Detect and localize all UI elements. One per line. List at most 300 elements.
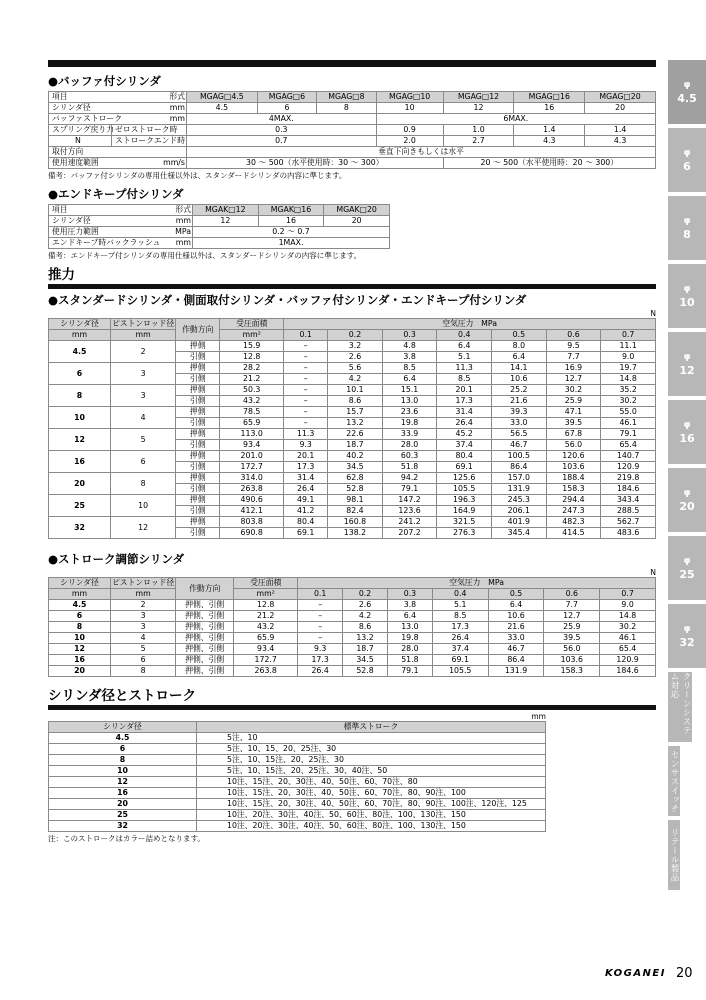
force-cell: 37.4 bbox=[437, 440, 492, 451]
table-row bbox=[49, 385, 656, 396]
bore-cell: 6 bbox=[49, 611, 111, 622]
force-cell: 51.8 bbox=[382, 462, 437, 473]
direction-cell: 引側 bbox=[176, 506, 220, 517]
force-cell: 7.7 bbox=[546, 352, 601, 363]
header-item: 項目 bbox=[52, 205, 68, 214]
row-label: シリンダ径 bbox=[52, 216, 91, 225]
bore-cell: 12 bbox=[49, 429, 111, 451]
header-stroke: 標準ストローク bbox=[197, 722, 546, 733]
force-cell: 17.3 bbox=[432, 622, 488, 633]
direction-cell: 押側 bbox=[176, 363, 220, 374]
bore-tab-10[interactable] bbox=[668, 264, 706, 332]
area-cell: 314.0 bbox=[220, 473, 284, 484]
force-cell: 39.5 bbox=[544, 633, 600, 644]
phi-symbol: φ bbox=[683, 420, 691, 430]
force-cell: 120.6 bbox=[546, 451, 601, 462]
force-cell: 69.1 bbox=[437, 462, 492, 473]
force-cell: 12.7 bbox=[546, 374, 601, 385]
rod-cell: 6 bbox=[111, 655, 176, 666]
force-cell: 46.7 bbox=[492, 440, 547, 451]
thrust-unit: N bbox=[650, 309, 656, 318]
stroke-cell: 5注、10、15注、20、25注、30 bbox=[197, 755, 546, 766]
force-cell: 103.6 bbox=[546, 462, 601, 473]
bore-tab-6[interactable] bbox=[668, 128, 706, 196]
force-cell: 23.6 bbox=[382, 407, 437, 418]
force-cell: – bbox=[284, 374, 328, 385]
force-cell: 3.8 bbox=[387, 600, 432, 611]
force-cell: 125.6 bbox=[437, 473, 492, 484]
rod-cell: 6 bbox=[111, 451, 176, 473]
buffer-note: 備考：バッファ付シリンダの専用仕様以外は、スタンダードシリンダの内容に準じます。 bbox=[48, 171, 347, 180]
phi-symbol: φ bbox=[683, 352, 691, 362]
force-cell: 2.6 bbox=[343, 600, 388, 611]
brand-logo: KOGANEI bbox=[605, 968, 666, 979]
force-cell: 103.6 bbox=[544, 655, 600, 666]
pressure-cell: 0.6 bbox=[546, 330, 601, 341]
force-cell: 5.1 bbox=[432, 600, 488, 611]
phi-symbol: φ bbox=[683, 284, 691, 294]
force-cell: 16.9 bbox=[546, 363, 601, 374]
area-cell: 65.9 bbox=[234, 633, 298, 644]
bore-tab-20[interactable] bbox=[668, 468, 706, 536]
force-cell: – bbox=[284, 363, 328, 374]
rod-cell: 8 bbox=[111, 666, 176, 677]
row-label: シリンダ径 bbox=[52, 103, 91, 112]
table-row bbox=[49, 744, 546, 755]
header-bore: シリンダ径 bbox=[49, 319, 111, 330]
force-cell: 14.8 bbox=[601, 374, 656, 385]
bore-cell: 20 bbox=[49, 799, 197, 810]
bore-cell: 16 bbox=[49, 788, 197, 799]
force-cell: 482.3 bbox=[546, 517, 601, 528]
force-cell: 26.4 bbox=[284, 484, 328, 495]
force-cell: 4.8 bbox=[382, 341, 437, 352]
rod-cell: 10 bbox=[111, 495, 176, 517]
area-cell: 490.6 bbox=[220, 495, 284, 506]
stroke-cell: 10注、15注、20、30注、40、50注、60、70注、80、90注、100 bbox=[197, 788, 546, 799]
bore-tab-label: 8 bbox=[683, 228, 691, 241]
bore-stroke-body bbox=[49, 733, 546, 832]
force-cell: 9.3 bbox=[284, 440, 328, 451]
header-rod: ピストンロッド径 bbox=[112, 319, 175, 328]
bore-tab-16[interactable] bbox=[668, 400, 706, 468]
bore-tab-25[interactable] bbox=[668, 536, 706, 604]
category-tab[interactable]: リテール製品 bbox=[668, 820, 680, 894]
table-row bbox=[49, 147, 656, 158]
pressure-cell: 0.4 bbox=[432, 589, 488, 600]
force-cell: 46.1 bbox=[601, 418, 656, 429]
bore-cell: 12 bbox=[49, 644, 111, 655]
force-cell: 18.7 bbox=[343, 644, 388, 655]
row-label: エンドキープ時バックラッシュ bbox=[52, 238, 161, 247]
model-cell: MGAG□12 bbox=[443, 92, 514, 103]
row-unit: N bbox=[75, 136, 81, 145]
stroke-cell: 5注、10、15注、20、25注、30、40注、50 bbox=[197, 766, 546, 777]
bore-cell: 8 bbox=[49, 755, 197, 766]
force-cell: – bbox=[284, 352, 328, 363]
cell: 2.7 bbox=[443, 136, 514, 147]
bore-tab-8[interactable] bbox=[668, 196, 706, 264]
force-cell: 8.5 bbox=[382, 363, 437, 374]
stroke-adj-table bbox=[48, 577, 656, 677]
force-cell: 21.6 bbox=[492, 396, 547, 407]
buffer-title: ●バッファ付シリンダ bbox=[48, 74, 161, 88]
table-row bbox=[49, 330, 656, 341]
force-cell: 276.3 bbox=[437, 528, 492, 539]
stroke-cell: 5注、10 bbox=[197, 733, 546, 744]
force-cell: 31.4 bbox=[437, 407, 492, 418]
force-cell: 196.3 bbox=[437, 495, 492, 506]
direction-cell: 押側 bbox=[176, 429, 220, 440]
force-cell: 52.8 bbox=[343, 666, 388, 677]
force-cell: 39.3 bbox=[492, 407, 547, 418]
stroke-cell: 5注、10、15、20、25注、30 bbox=[197, 744, 546, 755]
direction-cell: 押側、引側 bbox=[176, 655, 234, 666]
cell: 6MAX. bbox=[376, 114, 655, 125]
bore-cell: 6 bbox=[49, 744, 197, 755]
force-cell: – bbox=[284, 396, 328, 407]
bore-tab-label: 20 bbox=[679, 500, 695, 513]
row-unit: mm bbox=[175, 216, 191, 225]
rod-cell: 3 bbox=[111, 385, 176, 407]
force-cell: 3.8 bbox=[382, 352, 437, 363]
area-cell: 43.2 bbox=[234, 622, 298, 633]
table-row bbox=[49, 589, 656, 600]
force-cell: 79.1 bbox=[601, 429, 656, 440]
row-label: 使用圧力範囲 bbox=[52, 227, 99, 236]
force-cell: 164.9 bbox=[437, 506, 492, 517]
bore-stroke-unit: mm bbox=[531, 712, 546, 721]
cell: 4.5 bbox=[187, 103, 258, 114]
endkeep-note: 備考：エンドキープ付シリンダの専用仕様以外は、スタンダードシリンダの内容に準じます。 bbox=[48, 251, 362, 260]
pressure-cell: 0.7 bbox=[601, 330, 656, 341]
direction-cell: 押側、引側 bbox=[176, 633, 234, 644]
direction-cell: 引側 bbox=[176, 528, 220, 539]
bore-tab-32[interactable] bbox=[668, 604, 706, 672]
force-cell: 8.5 bbox=[432, 611, 488, 622]
rod-cell: 2 bbox=[111, 600, 176, 611]
thrust-body bbox=[49, 341, 656, 539]
area-cell: 12.8 bbox=[220, 352, 284, 363]
force-cell: 33.0 bbox=[492, 418, 547, 429]
table-row bbox=[49, 766, 546, 777]
model-cell: MGAK□16 bbox=[258, 205, 324, 216]
force-cell: 105.5 bbox=[432, 666, 488, 677]
force-cell: 28.0 bbox=[382, 440, 437, 451]
pressure-cell: 0.3 bbox=[387, 589, 432, 600]
table-row bbox=[49, 238, 390, 249]
table-row bbox=[49, 578, 656, 589]
area-cell: 690.8 bbox=[220, 528, 284, 539]
table-row bbox=[49, 216, 390, 227]
rod-cell: 3 bbox=[111, 622, 176, 633]
force-cell: 9.3 bbox=[298, 644, 343, 655]
force-cell: 62.8 bbox=[328, 473, 383, 484]
force-cell: 86.4 bbox=[492, 462, 547, 473]
direction-cell: 押側 bbox=[176, 385, 220, 396]
table-row bbox=[49, 655, 656, 666]
force-cell: 25.2 bbox=[492, 385, 547, 396]
direction-cell: 押側 bbox=[176, 407, 220, 418]
pressure-cell: 0.4 bbox=[437, 330, 492, 341]
thrust-table bbox=[48, 318, 656, 539]
table-row bbox=[49, 788, 546, 799]
area-cell: 93.4 bbox=[220, 440, 284, 451]
area-cell: 803.8 bbox=[220, 517, 284, 528]
stroke-adj-unit: N bbox=[650, 568, 656, 577]
force-cell: 206.1 bbox=[492, 506, 547, 517]
force-cell: 25.9 bbox=[546, 396, 601, 407]
cell: 30 ～ 500（水平使用時：30 ～ 300） bbox=[187, 158, 444, 169]
area-cell: 12.8 bbox=[234, 600, 298, 611]
bore-tab-label: 16 bbox=[679, 432, 695, 445]
force-cell: 3.2 bbox=[328, 341, 383, 352]
force-cell: 12.7 bbox=[544, 611, 600, 622]
force-cell: 30.2 bbox=[601, 396, 656, 407]
stroke-adj-body bbox=[49, 600, 656, 677]
force-cell: 8.6 bbox=[328, 396, 383, 407]
force-cell: 19.8 bbox=[387, 633, 432, 644]
table-row bbox=[49, 473, 656, 484]
table-row bbox=[49, 777, 546, 788]
bore-cell: 25 bbox=[49, 495, 111, 517]
direction-cell: 押側、引側 bbox=[176, 611, 234, 622]
table-row bbox=[49, 103, 656, 114]
table-row bbox=[49, 363, 656, 374]
pressure-cell: 0.5 bbox=[488, 589, 544, 600]
force-cell: 140.7 bbox=[601, 451, 656, 462]
force-cell: 18.7 bbox=[328, 440, 383, 451]
force-cell: 6.4 bbox=[492, 352, 547, 363]
force-cell: 56.5 bbox=[492, 429, 547, 440]
row-sublabel: ゼロストローク時 bbox=[111, 125, 177, 135]
row-label: バッファストローク bbox=[52, 114, 123, 123]
section-rule bbox=[48, 60, 656, 67]
force-cell: 562.7 bbox=[601, 517, 656, 528]
cell: 1MAX. bbox=[193, 238, 390, 249]
force-cell: 483.6 bbox=[601, 528, 656, 539]
bore-stroke-note: 注：このストロークはカラー詰めとなります。 bbox=[48, 834, 205, 843]
force-cell: 11.3 bbox=[437, 363, 492, 374]
model-cell: MGAK□20 bbox=[324, 205, 390, 216]
force-cell: 6.4 bbox=[387, 611, 432, 622]
model-cell: MGAG□8 bbox=[317, 92, 376, 103]
force-cell: 131.9 bbox=[488, 666, 544, 677]
force-cell: 138.2 bbox=[328, 528, 383, 539]
direction-cell: 押側 bbox=[176, 495, 220, 506]
section-rule bbox=[48, 705, 656, 710]
force-cell: 13.2 bbox=[328, 418, 383, 429]
stroke-cell: 10注、20注、30注、40注、50、60注、80注、100、130注、150 bbox=[197, 821, 546, 832]
bore-cell: 4.5 bbox=[49, 341, 111, 363]
pressure-cell: 0.2 bbox=[343, 589, 388, 600]
force-cell: 79.1 bbox=[387, 666, 432, 677]
force-cell: 247.3 bbox=[546, 506, 601, 517]
bore-cell: 8 bbox=[49, 385, 111, 407]
force-cell: 241.2 bbox=[382, 517, 437, 528]
header-unit: mm bbox=[49, 330, 111, 341]
force-cell: 35.2 bbox=[601, 385, 656, 396]
table-row bbox=[49, 611, 656, 622]
force-cell: – bbox=[284, 418, 328, 429]
footer bbox=[605, 966, 693, 981]
table-row bbox=[49, 205, 390, 216]
cell: 1.0 bbox=[443, 125, 514, 136]
force-cell: 414.5 bbox=[546, 528, 601, 539]
stroke-adj-title: ●ストローク調節シリンダ bbox=[48, 552, 185, 566]
force-cell: 13.0 bbox=[382, 396, 437, 407]
force-cell: – bbox=[284, 407, 328, 418]
bore-cell: 4.5 bbox=[49, 733, 197, 744]
force-cell: 65.4 bbox=[601, 440, 656, 451]
force-cell: 8.0 bbox=[492, 341, 547, 352]
force-cell: 321.5 bbox=[437, 517, 492, 528]
force-cell: 14.1 bbox=[492, 363, 547, 374]
force-cell: 184.6 bbox=[600, 666, 656, 677]
direction-cell: 引側 bbox=[176, 484, 220, 495]
force-cell: 11.3 bbox=[284, 429, 328, 440]
direction-cell: 押側、引側 bbox=[176, 600, 234, 611]
area-cell: 263.8 bbox=[220, 484, 284, 495]
force-cell: 28.0 bbox=[387, 644, 432, 655]
table-row bbox=[49, 821, 546, 832]
header-pressure: 空気圧力 MPa bbox=[284, 319, 656, 330]
bore-cell: 12 bbox=[49, 777, 197, 788]
category-tab[interactable]: センサスイッチ bbox=[668, 746, 680, 820]
force-cell: 45.2 bbox=[437, 429, 492, 440]
direction-cell: 押側 bbox=[176, 341, 220, 352]
direction-cell: 引側 bbox=[176, 462, 220, 473]
table-row bbox=[49, 722, 546, 733]
header-area: 受圧面積 bbox=[220, 319, 284, 330]
bore-tab-label: 32 bbox=[679, 636, 695, 649]
header-rod: ピストンロッド径 bbox=[112, 578, 175, 587]
force-cell: 60.3 bbox=[382, 451, 437, 462]
force-cell: 5.1 bbox=[437, 352, 492, 363]
rod-cell: 4 bbox=[111, 633, 176, 644]
bore-cell: 20 bbox=[49, 473, 111, 495]
force-cell: – bbox=[298, 622, 343, 633]
bore-tab-12[interactable] bbox=[668, 332, 706, 400]
table-row bbox=[49, 600, 656, 611]
row-label: 使用速度範囲 bbox=[52, 158, 99, 167]
area-cell: 172.7 bbox=[220, 462, 284, 473]
force-cell: 56.0 bbox=[544, 644, 600, 655]
table-row bbox=[49, 633, 656, 644]
cell: 12 bbox=[443, 103, 514, 114]
force-cell: 160.8 bbox=[328, 517, 383, 528]
table-row bbox=[49, 810, 546, 821]
cell: 1.4 bbox=[514, 125, 585, 136]
header-type: 形式 bbox=[175, 205, 191, 214]
bore-stroke-heading: シリンダ径とストローク bbox=[48, 688, 196, 704]
force-cell: 86.4 bbox=[488, 655, 544, 666]
bore-tab-4-5[interactable] bbox=[668, 60, 706, 128]
table-row bbox=[49, 407, 656, 418]
table-row bbox=[49, 666, 656, 677]
model-cell: MGAG□20 bbox=[585, 92, 656, 103]
bore-tab-label: 4.5 bbox=[677, 92, 697, 105]
rod-cell: 8 bbox=[111, 473, 176, 495]
row-unit: mm bbox=[169, 103, 185, 112]
area-cell: 28.2 bbox=[220, 363, 284, 374]
force-cell: – bbox=[284, 385, 328, 396]
table-row bbox=[49, 136, 656, 147]
force-cell: 21.6 bbox=[488, 622, 544, 633]
area-cell: 113.0 bbox=[220, 429, 284, 440]
force-cell: 80.4 bbox=[284, 517, 328, 528]
force-cell: 13.0 bbox=[387, 622, 432, 633]
rod-cell: 2 bbox=[111, 341, 176, 363]
direction-cell: 押側 bbox=[176, 473, 220, 484]
direction-cell: 引側 bbox=[176, 352, 220, 363]
page-content bbox=[48, 60, 656, 849]
model-cell: MGAG□10 bbox=[376, 92, 443, 103]
phi-symbol: φ bbox=[683, 80, 691, 90]
cell: 8 bbox=[317, 103, 376, 114]
bore-tab-label: 10 bbox=[679, 296, 695, 309]
category-tab[interactable]: クリーンシステム対応 bbox=[668, 672, 692, 746]
model-cell: MGAK□12 bbox=[193, 205, 259, 216]
rod-cell: 3 bbox=[111, 611, 176, 622]
force-cell: 147.2 bbox=[382, 495, 437, 506]
force-cell: 343.4 bbox=[601, 495, 656, 506]
force-cell: 69.1 bbox=[432, 655, 488, 666]
bore-cell: 20 bbox=[49, 666, 111, 677]
header-unit: mm bbox=[49, 589, 111, 600]
force-cell: 8.5 bbox=[437, 374, 492, 385]
header-type: 形式 bbox=[169, 92, 185, 101]
header-bore: シリンダ径 bbox=[49, 578, 111, 589]
direction-cell: 引側 bbox=[176, 418, 220, 429]
force-cell: 4.2 bbox=[343, 611, 388, 622]
bore-tab-sidebar bbox=[668, 60, 706, 894]
area-cell: 21.2 bbox=[220, 374, 284, 385]
bore-cell: 10 bbox=[49, 766, 197, 777]
force-cell: 9.5 bbox=[546, 341, 601, 352]
buffer-spec-table bbox=[48, 91, 656, 169]
rod-cell: 3 bbox=[111, 363, 176, 385]
force-cell: 294.4 bbox=[546, 495, 601, 506]
force-cell: 10.6 bbox=[488, 611, 544, 622]
force-cell: 14.8 bbox=[600, 611, 656, 622]
force-cell: 11.1 bbox=[601, 341, 656, 352]
table-row bbox=[49, 319, 656, 330]
area-cell: 78.5 bbox=[220, 407, 284, 418]
area-cell: 172.7 bbox=[234, 655, 298, 666]
stroke-cell: 10注、20注、30注、40注、50、60注、80注、100、130注、150 bbox=[197, 810, 546, 821]
header-pressure: 空気圧力 MPa bbox=[298, 578, 656, 589]
force-cell: 33.0 bbox=[488, 633, 544, 644]
force-cell: 37.4 bbox=[432, 644, 488, 655]
table-row bbox=[49, 341, 656, 352]
force-cell: 49.1 bbox=[284, 495, 328, 506]
force-cell: 245.3 bbox=[492, 495, 547, 506]
rod-cell: 5 bbox=[111, 429, 176, 451]
force-cell: 34.5 bbox=[328, 462, 383, 473]
force-cell: 31.4 bbox=[284, 473, 328, 484]
area-cell: 263.8 bbox=[234, 666, 298, 677]
direction-cell: 押側 bbox=[176, 451, 220, 462]
force-cell: 123.6 bbox=[382, 506, 437, 517]
table-row bbox=[49, 227, 390, 238]
model-cell: MGAG□4.5 bbox=[187, 92, 258, 103]
pressure-cell: 0.6 bbox=[544, 589, 600, 600]
header-direction: 作動方向 bbox=[176, 319, 220, 341]
cell: 16 bbox=[258, 216, 324, 227]
row-unit: mm/s bbox=[163, 158, 185, 167]
model-cell: MGAG□16 bbox=[514, 92, 585, 103]
